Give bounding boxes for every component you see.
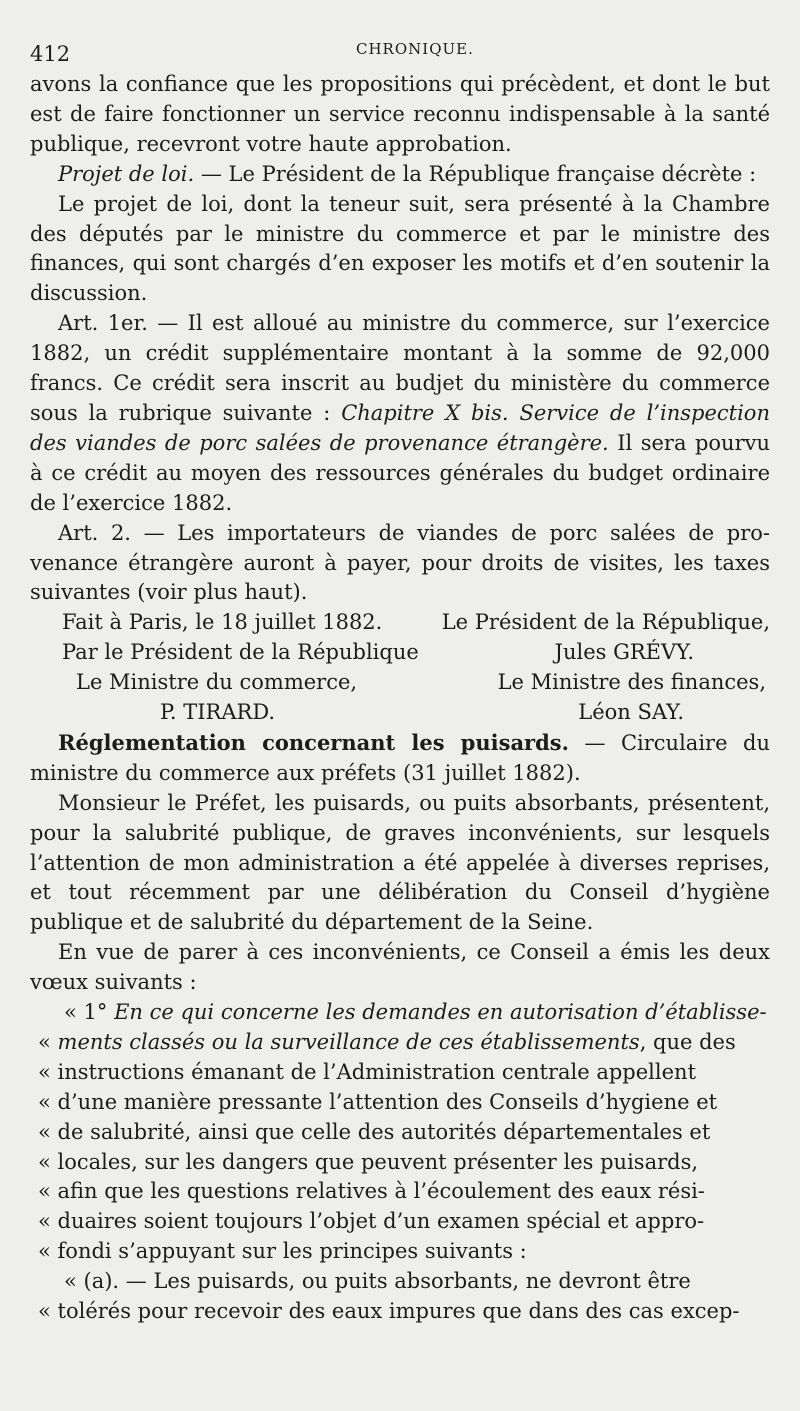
paragraph-projet-de-loi bbox=[30, 160, 770, 190]
signature-president-name: Jules GRÉVY. bbox=[554, 640, 694, 665]
page-body bbox=[30, 70, 770, 1327]
signature-date: Fait à Paris, le 18 juillet 1882. bbox=[62, 610, 383, 635]
signature-finances-name: Léon SAY. bbox=[578, 699, 684, 724]
quote-line: « afin que les questions relatives à l’écoulement des eaux rési- bbox=[38, 1179, 705, 1204]
running-head: CHRONIQUE. bbox=[356, 40, 474, 58]
quoted-voeux bbox=[30, 998, 770, 1327]
projet-label: Projet de loi. bbox=[58, 161, 195, 186]
section-heading bbox=[30, 728, 770, 789]
signature-by-president: Par le Président de la République bbox=[62, 640, 419, 665]
signature-row-3 bbox=[30, 668, 770, 698]
signature-row-1 bbox=[30, 608, 770, 638]
projet-text: — Le Président de la République française décrète : bbox=[194, 161, 757, 186]
paragraph-voeux: En vue de parer à ces inconvénients, ce Conseil a émis les deux vœux suivants : bbox=[30, 940, 770, 995]
signature-commerce-title: Le Ministre du commerce, bbox=[76, 670, 358, 695]
quote-line: « locales, sur les dangers que peuvent présenter les puisards, bbox=[38, 1149, 699, 1174]
article-1-rubrique: Chapitre X bis. Service de l’inspection des viandes de porc salées de provenance étrangère. bbox=[30, 400, 770, 455]
signature-row-4 bbox=[30, 698, 770, 728]
paragraph-article-2: Art. 2. — Les importateurs de viandes de porc salées de provenance étrangère auront à payer, pour droits de visites, les taxes suivantes (voir plus haut). bbox=[30, 520, 770, 605]
page-header bbox=[30, 36, 770, 70]
quote-line: « d’une manière pressante l’attention des Conseils d’hygiene et bbox=[38, 1089, 718, 1114]
paragraph-approval: avons la confiance que les propositions qui précèdent, et dont le but est de faire fonctionner un service reconnu indispensable à la santé publique, recevront votre haute approbation. bbox=[30, 72, 770, 156]
quote-line: « (a). — Les puisards, ou puits absorbants, ne devront être bbox=[64, 1269, 691, 1294]
page-number: 412 bbox=[30, 42, 71, 66]
quote-line: « 1° En ce qui concerne les demandes en autorisation d’établisse- bbox=[64, 1000, 767, 1025]
section-subtitle: — Circulaire du ministre du commerce aux préfets (31 juillet 1882). bbox=[30, 730, 770, 785]
signature-president-title: Le Président de la République, bbox=[441, 610, 770, 635]
signature-finances-title: Le Ministre des finances, bbox=[497, 670, 766, 695]
quote-line: « tolérés pour recevoir des eaux impures que dans des cas excep- bbox=[38, 1299, 740, 1324]
signature-commerce-name: P. TIRARD. bbox=[160, 699, 276, 724]
quote-line: « fondi s’appuyant sur les principes suivants : bbox=[38, 1239, 527, 1264]
signature-block bbox=[30, 608, 770, 728]
quote-line: « instructions émanant de l’Administration centrale appellent bbox=[38, 1059, 697, 1084]
section-title: Réglementation concernant les puisards. bbox=[58, 729, 569, 755]
quote-line: « ments classés ou la surveillance de ces établissements, que des bbox=[38, 1029, 736, 1054]
signature-row-2 bbox=[30, 638, 770, 668]
article-1-text: Art. 1er. — Il est alloué au ministre du commerce, sur l’exercice 1882, un crédit supplémentaire montant à la somme de 92,000 francs. Ce crédit sera inscrit au budjet du ministère du commerce sous la rubrique suivante : bbox=[30, 311, 770, 425]
paragraph-article-1 bbox=[30, 309, 770, 518]
paragraph-puisards: Monsieur le Préfet, les puisards, ou puits absorbants, présentent, pour la salubrité publique, de graves inconvénients, sur lesquels l’attention de mon administration a été appelée à diverses reprises, et tout récemment par une délibération du Conseil d’hygiène publique et de salubrité du département de la Seine. bbox=[30, 790, 770, 935]
article-1-end: Il sera pourvu à ce crédit au moyen des ressources générales du budget ordinaire de l’exercice 1882. bbox=[30, 430, 771, 515]
paragraph-presentation: Le projet de loi, dont la teneur suit, sera présenté à la Chambre des députés par le ministre du commerce et par le ministre des finances, qui sont chargés d’en exposer les motifs et d’en soutenir la discussion. bbox=[30, 191, 770, 306]
quote-line: « de salubrité, ainsi que celle des autorités départementales et bbox=[38, 1119, 711, 1144]
quote-line: « duaires soient toujours l’objet d’un examen spécial et appro- bbox=[38, 1209, 705, 1234]
